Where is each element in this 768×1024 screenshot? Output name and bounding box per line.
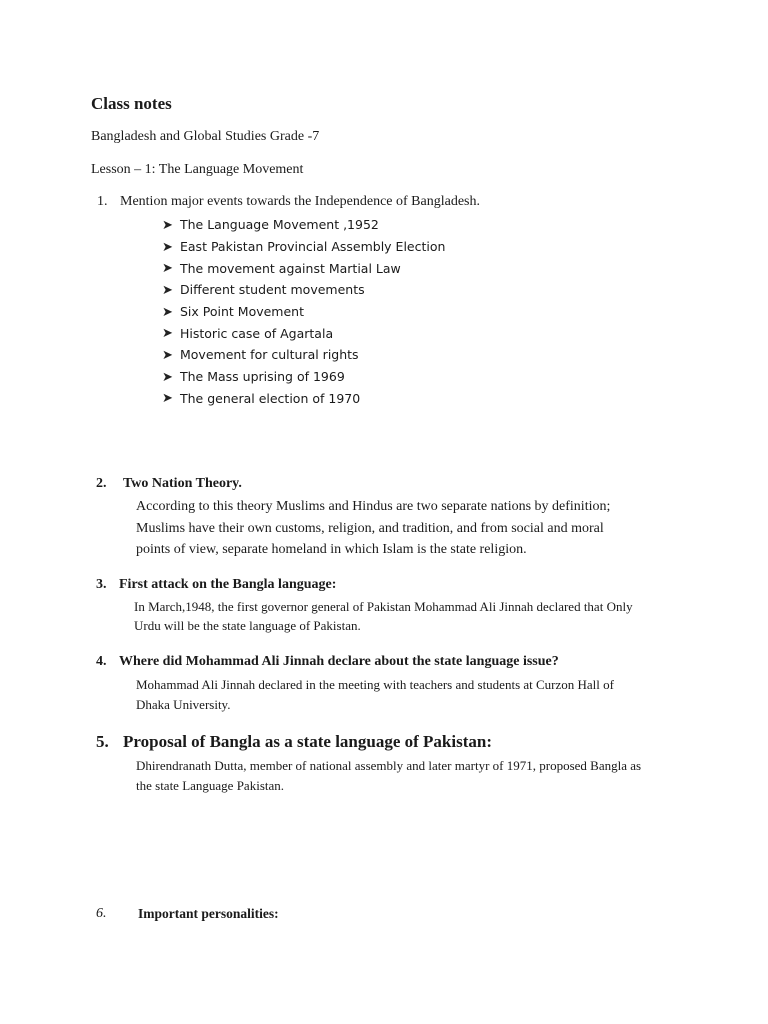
paragraph-line: Muslims have their own customs, religion, and tradition, and from social and moral	[136, 520, 604, 536]
arrow-bullet-icon: ➤	[162, 303, 173, 319]
section-3-number: 3.	[96, 577, 107, 592]
arrow-bullet-icon: ➤	[162, 325, 173, 341]
paragraph-line: Dhaka University.	[136, 696, 231, 712]
paragraph-line: points of view, separate homeland in which Islam is the state religion.	[136, 542, 527, 557]
section-5-heading: Proposal of Bangla as a state language of Pakistan:	[123, 732, 492, 751]
list-item-text: The Mass uprising of 1969	[180, 369, 345, 385]
section-5-body	[136, 756, 641, 795]
list-item	[162, 322, 445, 344]
arrow-bullet-icon: ➤	[162, 368, 173, 384]
paragraph-line: In March,1948, the first governor general of Pakistan Mohammad Ali Jinnah declared that Only	[134, 599, 633, 614]
list-item-text: The movement against Martial Law	[180, 260, 401, 276]
list-item	[162, 279, 445, 301]
list-item-text: Movement for cultural rights	[180, 347, 359, 363]
arrow-bullet-icon: ➤	[162, 216, 173, 232]
section-2-heading: Two Nation Theory.	[123, 476, 242, 491]
course-subtitle: Bangladesh and Global Studies Grade -7	[91, 129, 320, 144]
list-item	[162, 388, 445, 410]
list-item	[162, 214, 445, 236]
list-item	[162, 236, 445, 258]
list-item-text: East Pakistan Provincial Assembly Election	[180, 239, 446, 255]
arrow-bullet-icon: ➤	[162, 238, 173, 254]
arrow-bullet-icon: ➤	[162, 281, 173, 297]
list-item	[162, 344, 445, 366]
paragraph-line: Mohammad Ali Jinnah declared in the meeting with teachers and students at Curzon Hall of	[136, 677, 614, 692]
paragraph-line: the state Language Pakistan.	[136, 777, 285, 793]
section-2-body	[136, 496, 610, 561]
section-1-heading: Mention major events towards the Independence of Bangladesh.	[120, 194, 481, 209]
section-3-body	[134, 597, 633, 635]
section-1-number: 1.	[97, 194, 108, 209]
arrow-bullet-icon: ➤	[162, 346, 173, 362]
list-item	[162, 301, 445, 323]
section-4-number: 4.	[96, 654, 107, 669]
list-item-text: Historic case of Agartala	[180, 325, 334, 341]
list-item-text: The Language Movement ,1952	[180, 217, 379, 233]
section-3-heading: First attack on the Bangla language:	[119, 577, 337, 592]
lesson-title: Lesson – 1: The Language Movement	[91, 162, 304, 177]
list-item	[162, 257, 445, 279]
arrow-bullet-icon: ➤	[162, 260, 173, 276]
list-item-text: Different student movements	[180, 282, 365, 298]
section-6-heading: Important personalities:	[138, 906, 279, 921]
paragraph-line: Dhirendranath Dutta, member of national assembly and later martyr of 1971, proposed Bangla as	[136, 758, 642, 773]
page-title: Class notes	[91, 94, 172, 113]
section-4-body	[136, 675, 614, 714]
section-6-number: 6.	[96, 906, 107, 921]
events-list	[162, 214, 445, 409]
paragraph-line: According to this theory Muslims and Hindus are two separate nations by definition;	[136, 499, 611, 514]
list-item-text: The general election of 1970	[180, 390, 361, 406]
paragraph-line: Urdu will be the state language of Pakistan.	[134, 618, 361, 633]
section-2-number: 2.	[96, 476, 107, 491]
list-item-text: Six Point Movement	[180, 304, 304, 320]
arrow-bullet-icon: ➤	[162, 390, 173, 406]
section-4-heading: Where did Mohammad Ali Jinnah declare about the state language issue?	[119, 654, 559, 669]
section-5-number: 5.	[96, 732, 109, 751]
list-item	[162, 366, 445, 388]
